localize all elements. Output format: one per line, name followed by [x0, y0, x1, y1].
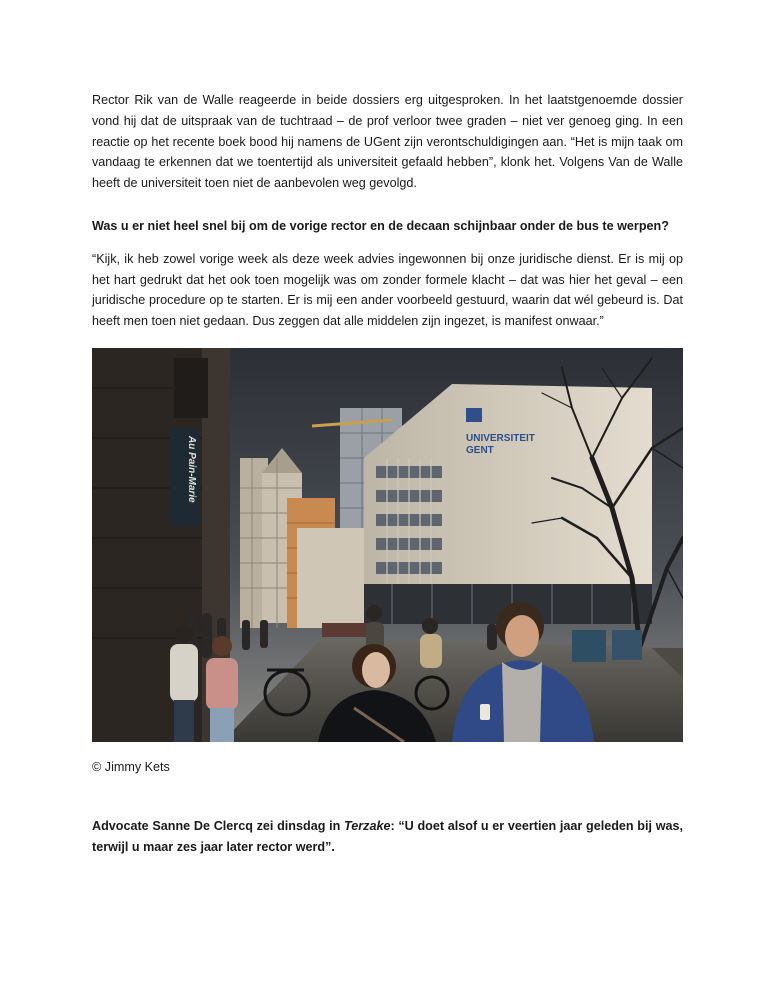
interview-question: Was u er niet heel snel bij om de vorige rector en de decaan schijnbaar onder de bus te werpen? [92, 218, 669, 233]
closing-suffix: : “U doet alsof u er veertien jaar geleden bij was, terwijl u maar zes jaar later rector werd”. [92, 818, 683, 854]
article-page [92, 90, 683, 858]
street-photo-ugent [92, 348, 683, 742]
paragraph-rector-reaction: Rector Rik van de Walle reageerde in beide dossiers erg uitgesproken. In het laatstgenoemde dossier vond hij dat de uitspraak van de tuchtraad – de prof verloor twee graden – niet ver genoeg ging. In een reactie op het recente boek bood hij namens de UGent zijn verontschuldigingen aan. “Het is mijn taak om vandaag te erkennen dat we toentertijd als universiteit gefaald hebben”, klonk het. Volgens Van de Walle heeft de universiteit toen niet de aanbevolen weg gevolgd. [92, 93, 683, 191]
closing-quote [92, 816, 683, 858]
closing-prefix: Advocate Sanne De Clercq zei dinsdag in [92, 818, 345, 833]
interview-answer: “Kijk, ik heb zowel vorige week als deze week advies ingewonnen bij onze juridische dienst. Er is mij op het hart gedrukt dat het ook toen mogelijk was om zonder formele klacht – dat was hier het geval – een juridische procedure op te starten. Er is mij een ander voorbeeld gestuurd, waarin dat wél gebeurd is. Dat heeft men toen niet gedaan. Dus zeggen dat alle middelen zijn ingezet, is manifest onwaar.” [92, 251, 683, 329]
photo-credit: © Jimmy Kets [92, 759, 170, 774]
program-name: Terzake [344, 818, 391, 833]
university-sign-line1: UNIVERSITEIT [466, 432, 535, 444]
shop-sign-au-pain-marie: Au Pain-Marie [186, 435, 197, 503]
university-sign-line2: GENT [466, 444, 494, 456]
